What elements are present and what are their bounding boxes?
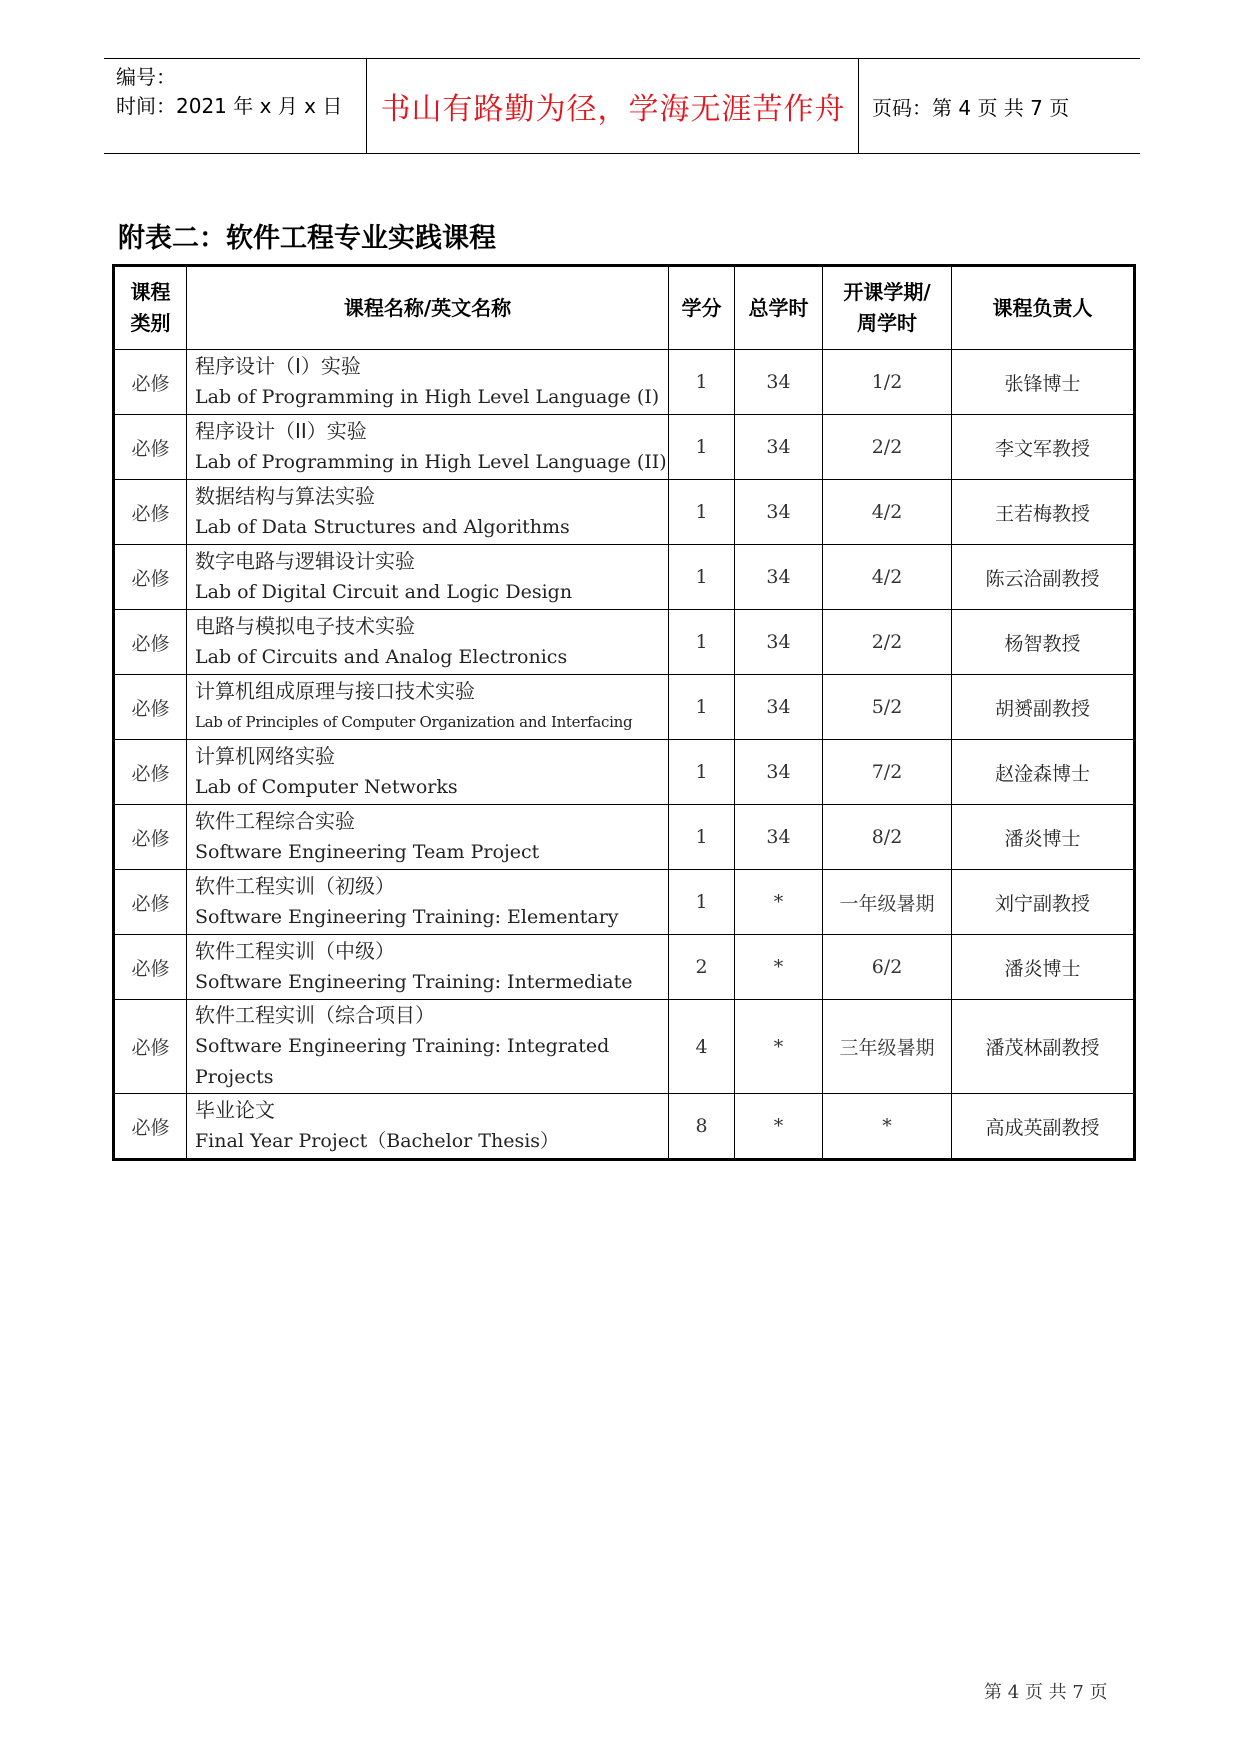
course-term: 7/2 [823, 740, 952, 805]
table-row [114, 415, 1135, 480]
course-credits: 1 [669, 480, 735, 545]
course-hours: 34 [735, 740, 823, 805]
course-credits: 1 [669, 545, 735, 610]
course-name-zh: 计算机组成原理与接口技术实验 [195, 679, 475, 703]
course-category: 必修 [114, 1094, 187, 1160]
table-row [114, 545, 1135, 610]
course-name-en: Software Engineering Training: Elementary [195, 906, 619, 928]
course-name-en: Lab of Principles of Computer Organization and Interfacing [195, 713, 633, 731]
course-term: * [823, 1094, 952, 1160]
header-instructor: 课程负责人 [952, 266, 1135, 350]
course-credits: 1 [669, 870, 735, 935]
course-name-zh: 数据结构与算法实验 [195, 484, 375, 508]
course-hours: 34 [735, 350, 823, 415]
table-row [114, 675, 1135, 740]
course-name-en: Software Engineering Training: Integrated Projects [195, 1035, 610, 1088]
course-name-zh: 毕业论文 [195, 1098, 275, 1122]
table-row [114, 610, 1135, 675]
header-category: 课程类别 [114, 266, 187, 350]
course-name-en: Lab of Circuits and Analog Electronics [195, 646, 568, 668]
course-name-en: Lab of Programming in High Level Language (I) [195, 386, 660, 408]
course-category: 必修 [114, 545, 187, 610]
page-header [104, 58, 1140, 154]
course-name-zh: 软件工程实训（初级） [195, 874, 395, 898]
course-category: 必修 [114, 415, 187, 480]
course-instructor: 李文军教授 [952, 415, 1135, 480]
course-name [187, 870, 669, 935]
document-time-label: 时间：2021 年 x 月 x 日 [116, 94, 343, 118]
course-credits: 1 [669, 610, 735, 675]
course-category: 必修 [114, 610, 187, 675]
course-category: 必修 [114, 870, 187, 935]
header-name: 课程名称/英文名称 [187, 266, 669, 350]
course-name-zh: 软件工程实训（综合项目） [195, 1003, 435, 1027]
course-name-en: Lab of Programming in High Level Language (II) [195, 451, 667, 473]
table-row [114, 935, 1135, 1000]
table-row [114, 870, 1135, 935]
page-footer: 第 4 页 共 7 页 [984, 1682, 1108, 1703]
course-name [187, 480, 669, 545]
table-row [114, 805, 1135, 870]
course-name-zh: 数字电路与逻辑设计实验 [195, 549, 415, 573]
course-category: 必修 [114, 1000, 187, 1094]
course-instructor: 刘宁副教授 [952, 870, 1135, 935]
course-name [187, 545, 669, 610]
course-category: 必修 [114, 350, 187, 415]
document-number-label: 编号： [116, 65, 176, 89]
table-title: 附表二：软件工程专业实践课程 [118, 223, 496, 254]
table-row [114, 740, 1135, 805]
course-name-zh: 软件工程综合实验 [195, 809, 355, 833]
course-hours: 34 [735, 545, 823, 610]
course-name-en: Software Engineering Training: Intermediate [195, 971, 633, 993]
course-name [187, 675, 669, 740]
course-credits: 1 [669, 350, 735, 415]
course-term: 8/2 [823, 805, 952, 870]
course-name-zh: 电路与模拟电子技术实验 [195, 614, 415, 638]
course-table-body [114, 350, 1135, 1160]
table-row [114, 1000, 1135, 1094]
header-hours: 总学时 [735, 266, 823, 350]
course-name [187, 1000, 669, 1094]
course-instructor: 陈云洽副教授 [952, 545, 1135, 610]
course-name [187, 805, 669, 870]
course-name-en: Lab of Digital Circuit and Logic Design [195, 581, 573, 603]
course-name-en: Lab of Computer Networks [195, 776, 458, 798]
header-credits: 学分 [669, 266, 735, 350]
course-hours: 34 [735, 480, 823, 545]
header-divider [858, 59, 859, 153]
course-instructor: 赵淦森博士 [952, 740, 1135, 805]
course-credits: 1 [669, 415, 735, 480]
course-name-en: Final Year Project（Bachelor Thesis） [195, 1130, 560, 1152]
course-hours: 34 [735, 675, 823, 740]
course-category: 必修 [114, 740, 187, 805]
course-name-en: Lab of Data Structures and Algorithms [195, 516, 570, 538]
course-credits: 2 [669, 935, 735, 1000]
course-hours: 34 [735, 610, 823, 675]
course-term: 2/2 [823, 610, 952, 675]
course-instructor: 潘茂林副教授 [952, 1000, 1135, 1094]
course-name-en: Software Engineering Team Project [195, 841, 540, 863]
course-hours: * [735, 870, 823, 935]
course-term: 一年级暑期 [823, 870, 952, 935]
course-hours: 34 [735, 415, 823, 480]
course-hours: 34 [735, 805, 823, 870]
course-term: 1/2 [823, 350, 952, 415]
course-category: 必修 [114, 935, 187, 1000]
header-term: 开课学期/周学时 [823, 266, 952, 350]
course-name [187, 350, 669, 415]
course-instructor: 高成英副教授 [952, 1094, 1135, 1160]
course-term: 4/2 [823, 480, 952, 545]
course-term: 2/2 [823, 415, 952, 480]
course-name-zh: 计算机网络实验 [195, 744, 335, 768]
course-instructor: 王若梅教授 [952, 480, 1135, 545]
course-instructor: 杨智教授 [952, 610, 1135, 675]
course-category: 必修 [114, 675, 187, 740]
course-term: 三年级暑期 [823, 1000, 952, 1094]
table-header-row [114, 266, 1135, 350]
header-page-number: 页码：第 4 页 共 7 页 [872, 95, 1070, 120]
course-name-zh: 软件工程实训（中级） [195, 939, 395, 963]
table-row [114, 350, 1135, 415]
course-name [187, 610, 669, 675]
course-credits: 8 [669, 1094, 735, 1160]
course-term: 6/2 [823, 935, 952, 1000]
course-term: 4/2 [823, 545, 952, 610]
header-motto: 书山有路勤为径，学海无涯苦作舟 [380, 92, 846, 127]
course-name-zh: 程序设计（II）实验 [195, 419, 367, 443]
course-name [187, 740, 669, 805]
course-hours: * [735, 1000, 823, 1094]
course-instructor: 潘炎博士 [952, 935, 1135, 1000]
table-row [114, 1094, 1135, 1160]
header-meta [116, 63, 366, 121]
course-category: 必修 [114, 805, 187, 870]
course-credits: 1 [669, 805, 735, 870]
course-hours: * [735, 935, 823, 1000]
course-table [112, 264, 1136, 1161]
course-name [187, 935, 669, 1000]
course-category: 必修 [114, 480, 187, 545]
course-hours: * [735, 1094, 823, 1160]
course-name [187, 1094, 669, 1160]
course-credits: 1 [669, 675, 735, 740]
course-instructor: 张锋博士 [952, 350, 1135, 415]
course-credits: 1 [669, 740, 735, 805]
course-term: 5/2 [823, 675, 952, 740]
course-instructor: 胡赟副教授 [952, 675, 1135, 740]
table-row [114, 480, 1135, 545]
header-divider [366, 59, 367, 153]
course-name-zh: 程序设计（I）实验 [195, 354, 361, 378]
course-instructor: 潘炎博士 [952, 805, 1135, 870]
course-credits: 4 [669, 1000, 735, 1094]
course-name [187, 415, 669, 480]
